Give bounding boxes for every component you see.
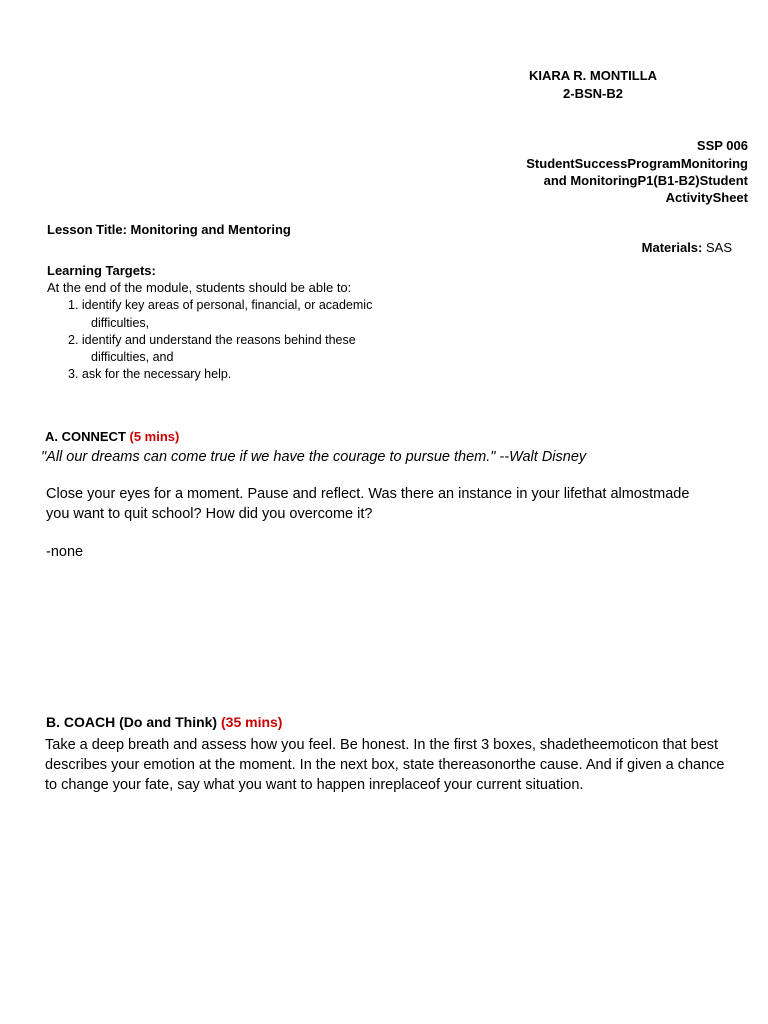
section-a-prompt-line-1: Close your eyes for a moment. Pause and reflect. Was there an instance in your lifethat almostmade [46, 486, 690, 502]
section-a-label: A. CONNECT [45, 429, 130, 444]
section-b-instruction-line-3: to change your fate, say what you want to happen inreplaceof your current situation. [45, 777, 584, 793]
section-b-heading [46, 714, 282, 730]
section-a-prompt-line-2: you want to quit school? How did you overcome it? [46, 506, 373, 522]
target-item-2-continued: difficulties, and [91, 350, 174, 364]
course-title-line-2: and MonitoringP1(B1-B2)Student [543, 173, 748, 188]
course-title-line-3: ActivitySheet [665, 190, 748, 205]
materials-label: Materials: [641, 240, 703, 255]
section-b-time: (35 mins) [221, 714, 283, 730]
quote: "All our dreams can come true if we have the courage to pursue them." --Walt Disney [41, 449, 587, 465]
section-b-instruction-line-2: describes your emotion at the moment. In the next box, state thereasonorthe cause. And if given a chance [45, 757, 725, 773]
course-title-line-1: StudentSuccessProgramMonitoring [526, 156, 748, 171]
target-item-1-continued: difficulties, [91, 316, 150, 330]
course-code: SSP 006 [696, 138, 748, 153]
lesson-title: Lesson Title: Monitoring and Mentoring [47, 222, 291, 237]
student-name: KIARA R. MONTILLA [528, 68, 658, 83]
section-b-instruction-line-1: Take a deep breath and assess how you feel. Be honest. In the first 3 boxes, shadetheemoticon that best [45, 737, 719, 753]
section-b-label: B. COACH (Do and Think) [46, 714, 221, 730]
materials-value: SAS [702, 240, 732, 255]
target-item-2: 2. identify and understand the reasons behind these [68, 333, 356, 347]
target-item-3: 3. ask for the necessary help. [68, 367, 232, 381]
section-a-heading [45, 429, 179, 444]
section-a-answer: -none [46, 544, 84, 560]
section-a-time: (5 mins) [129, 429, 180, 444]
learning-targets-heading: Learning Targets: [47, 263, 156, 278]
materials [642, 240, 732, 255]
learning-targets-intro: At the end of the module, students should be able to: [47, 280, 352, 295]
target-item-1: 1. identify key areas of personal, financial, or academic [68, 298, 373, 312]
student-section: 2-BSN-B2 [563, 86, 623, 101]
